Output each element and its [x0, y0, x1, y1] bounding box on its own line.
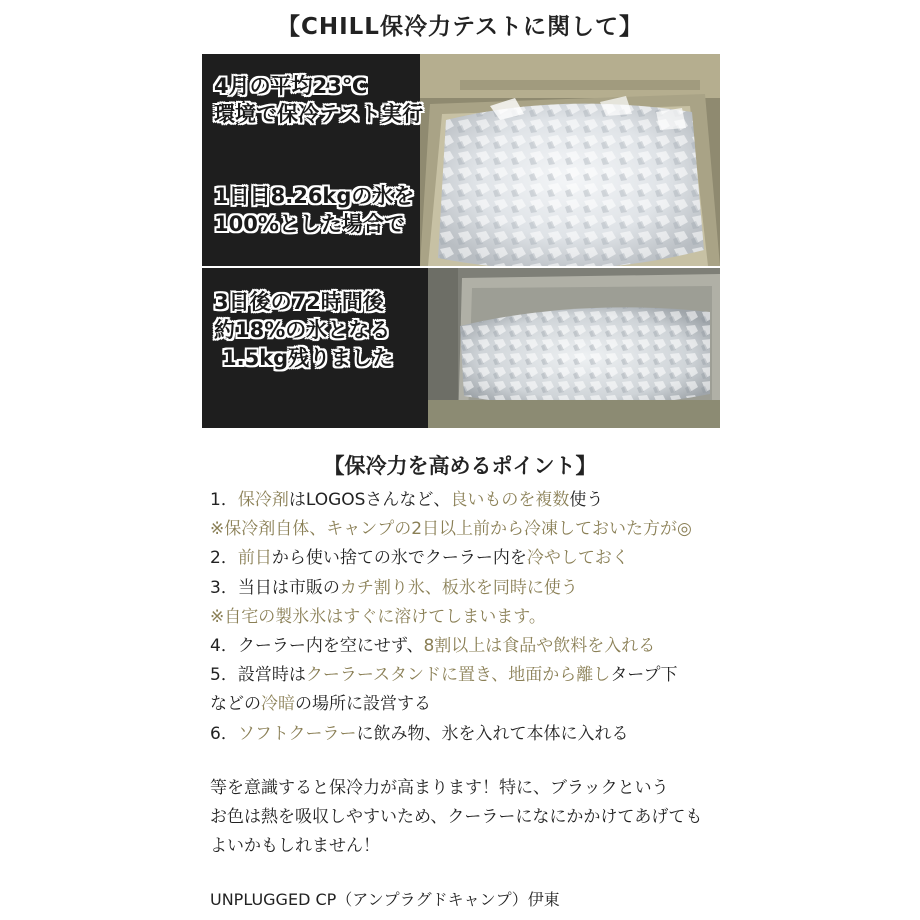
caption-line: 1日目8.26kgの氷を — [214, 184, 415, 208]
photo-panel-day3 — [202, 268, 720, 428]
paragraph-line: よいかもしれません！ — [210, 836, 380, 856]
closing-paragraph — [210, 774, 730, 861]
caption-line: 3日後の72時間後 — [214, 290, 384, 314]
list-item: 1．保冷剤はLOGOSさんなど、良いものを複数使う — [210, 490, 604, 510]
list-item: 6．ソフトクーラーに飲み物、氷を入れて本体に入れる — [210, 723, 629, 744]
paragraph-line: お色は熱を吸収しやすいため、クーラーになにかかけてあげても — [210, 807, 703, 827]
caption-line: 100%とした場合で — [214, 212, 405, 236]
list-item-continued: などの冷暗の場所に設営する — [210, 694, 431, 715]
list-note: ※保冷剤自体、キャンプの2日以上前から冷凍しておいた方が◎ — [210, 519, 692, 540]
section-heading: 【CHILL保冷力テストに関して】 — [276, 14, 644, 40]
list-item: 2．前日から使い捨ての氷でクーラー内を冷やしておく — [210, 548, 629, 569]
photo-panel-day1 — [202, 54, 720, 266]
caption-day1 — [214, 182, 414, 238]
points-heading: 【保冷力を高めるポイント】 — [323, 454, 597, 478]
points-list — [210, 486, 730, 749]
caption-line: 1.5kg残りました — [222, 346, 394, 370]
caption-day3 — [214, 288, 393, 372]
list-item: 3．当日は市販のカチ割り氷、板氷を同時に使う — [210, 577, 578, 598]
paragraph-line: 等を意識すると保冷力が高まります！特に、ブラックという — [210, 778, 669, 798]
signature: UNPLUGGED CP（アンプラグドキャンプ）伊東 — [210, 890, 560, 909]
list-item: 5．設営時はクーラースタンドに置き、地面から離しタープ下 — [210, 665, 678, 686]
caption-line: 環境で保冷テスト実行 — [214, 102, 424, 126]
cooler-ice-photo-1 — [420, 54, 720, 266]
cooler-ice-photo-2 — [428, 268, 720, 428]
list-item: 4．クーラー内を空にせず、8割以上は食品や飲料を入れる — [210, 635, 656, 656]
caption-temperature — [214, 72, 423, 128]
caption-line: 約18%の氷となる — [214, 318, 391, 342]
caption-line: 4月の平均23℃ — [214, 74, 368, 98]
list-note: ※自宅の製氷氷はすぐに溶けてしまいます。 — [210, 606, 546, 627]
